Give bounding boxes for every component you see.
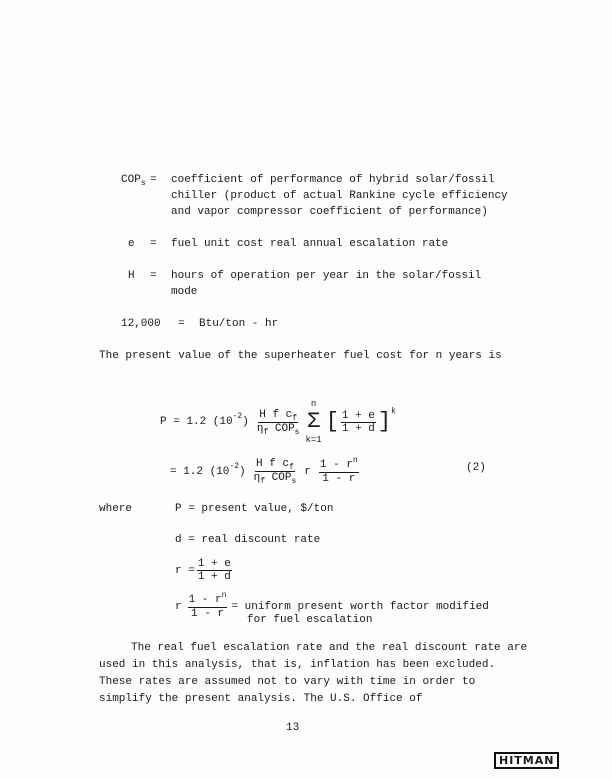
def-12000-text: Btu/ton - hr [199, 318, 279, 330]
factor-fraction: $\frac{1 - r^n}{1 - r}$ [188, 591, 227, 620]
def-cop-eq: = [150, 174, 157, 186]
eq1-summation: n Σ k=1 [305, 399, 322, 445]
where-d-def: d = real discount rate [175, 534, 321, 546]
def-cop-line-1: coefficient of performance of hybrid solar/fossil [171, 174, 495, 186]
def-h-line-1: hours of operation per year in the solar/fossil [171, 270, 482, 282]
page-number: 13 [286, 722, 300, 734]
eq2-fraction: $\frac{H f c_f}{\eta_f COP_s}$ [253, 458, 297, 486]
def-12000-symbol: 12,000 [121, 318, 161, 330]
equation-2-label: (2) [466, 462, 486, 474]
def-cop-line-3: and vapor compressor coefficient of performance) [171, 206, 488, 218]
intro-sentence: The present value of the superheater fuel cost for n years is [99, 350, 502, 362]
hitman-logo: HITMAN [494, 752, 559, 769]
where-factor-def: r $\frac{1 - r^n}{1 - r}$ = uniform present worth factor modified [175, 591, 489, 620]
where-p-def: P = present value, $/ton [175, 503, 334, 515]
def-e-symbol: e [128, 238, 135, 250]
def-h-symbol: H [128, 270, 135, 282]
eq1-fraction: $\frac{H f c_f}{\eta_f COP_s}$ [256, 408, 300, 437]
def-e-eq: = [150, 238, 157, 250]
def-h-eq: = [150, 270, 157, 282]
def-12000-eq: = [178, 318, 185, 330]
where-word: where [99, 503, 133, 515]
factor-desc-line-2: for fuel escalation [247, 614, 373, 626]
equation-1: P = 1.2 (10 -2 ) $\frac{H f c_f}{\eta_f COP_s}$ n Σ k=1 [ $\frac{1 + e}{1 + d}$ ] k [160, 396, 396, 448]
equation-2: = 1.2 (10 -2 ) $\frac{H f c_f}{\eta_f COP_s}$ r $\frac{1 - r^n}{1 - r}$ [170, 455, 358, 486]
body-paragraph: The real fuel escalation rate and the real discount rate are used in this analysis, that is, inflation has been excluded. These rates are assumed not to vary with time in order to simplify the present analysis. The U.S. Office of [99, 642, 528, 705]
def-cop-line-2: chiller (product of actual Rankine cycle efficiency [171, 190, 508, 202]
def-h-line-2: mode [171, 286, 198, 298]
def-e-text: fuel unit cost real annual escalation rate [171, 238, 449, 250]
eq1-bracket-fraction: $\frac{1 + e}{1 + d}$ [341, 409, 375, 435]
where-r-def: r = $\frac{1 + e}{1 + d}$ [175, 558, 231, 583]
def-cop-symbol: $COP_s$ [121, 174, 146, 188]
eq2-r-fraction: $\frac{1 - r^n}{1 - r}$ [319, 455, 358, 485]
r-def-fraction: $\frac{1 + e}{1 + d}$ [197, 558, 231, 583]
